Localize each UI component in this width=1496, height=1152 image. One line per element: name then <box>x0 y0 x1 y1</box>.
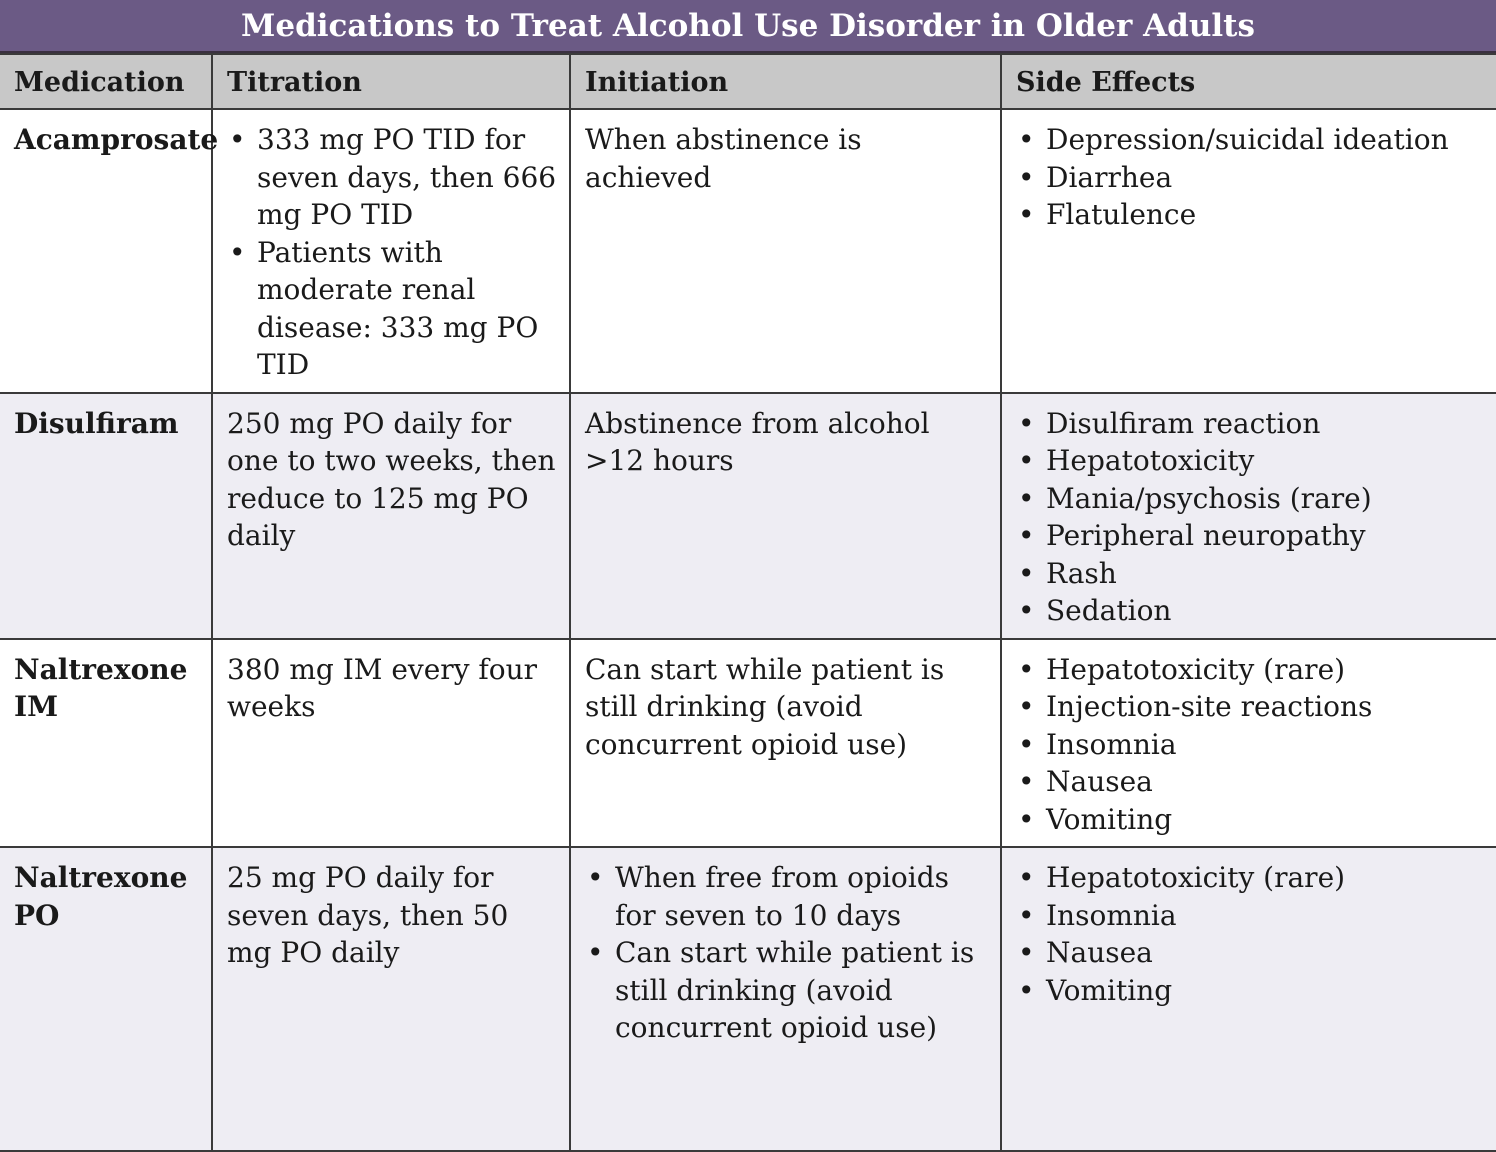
titration-cell <box>212 109 570 393</box>
side-effect-item: • Hepatotoxicity (rare) <box>1016 651 1484 689</box>
titration-item: • 333 mg PO TID for seven days, then 666 mg PO TID <box>227 121 557 234</box>
table-row <box>0 639 1496 848</box>
side-effect-item: • Nausea <box>1016 934 1484 972</box>
medication-cell: Acamprosate <box>0 109 212 393</box>
side-effect-item: • Insomnia <box>1016 897 1484 935</box>
titration-cell: 380 mg IM every four weeks <box>212 639 570 848</box>
side-effect-item: • Flatulence <box>1016 196 1484 234</box>
titration-cell: 250 mg PO daily for one to two weeks, then reduce to 125 mg PO daily <box>212 393 570 639</box>
medication-cell: Disulfiram <box>0 393 212 639</box>
side-effect-item: • Depression/suicidal ideation <box>1016 121 1484 159</box>
header-initiation: Initiation <box>570 54 1001 109</box>
side-effect-item: • Vomiting <box>1016 972 1484 1010</box>
side-effect-item: • Nausea <box>1016 763 1484 801</box>
table-row <box>0 847 1496 1151</box>
medication-cell: Naltrexone PO <box>0 847 212 1151</box>
side-effect-item: • Peripheral neuropathy <box>1016 517 1484 555</box>
initiation-cell: When abstinence is achieved <box>570 109 1001 393</box>
side-effect-item: • Disulfiram reaction <box>1016 405 1484 443</box>
side-effects-cell <box>1001 847 1496 1151</box>
initiation-cell <box>570 847 1001 1151</box>
side-effect-item: • Diarrhea <box>1016 159 1484 197</box>
table-row <box>0 109 1496 393</box>
side-effect-item: • Insomnia <box>1016 726 1484 764</box>
table-row <box>0 393 1496 639</box>
header-row <box>0 54 1496 109</box>
table-title: Medications to Treat Alcohol Use Disorder in Older Adults <box>0 0 1496 53</box>
medication-cell: Naltrexone IM <box>0 639 212 848</box>
header-side-effects: Side Effects <box>1001 54 1496 109</box>
side-effects-cell <box>1001 393 1496 639</box>
side-effect-item: • Hepatotoxicity <box>1016 442 1484 480</box>
initiation-item: • When free from opioids for seven to 10 days <box>585 859 988 934</box>
header-titration: Titration <box>212 54 570 109</box>
titration-cell: 25 mg PO daily for seven days, then 50 mg PO daily <box>212 847 570 1151</box>
header-medication: Medication <box>0 54 212 109</box>
initiation-cell: Abstinence from alcohol >12 hours <box>570 393 1001 639</box>
side-effect-item: • Injection-site reactions <box>1016 688 1484 726</box>
side-effect-item: • Vomiting <box>1016 801 1484 839</box>
initiation-cell: Can start while patient is still drinking (avoid concurrent opioid use) <box>570 639 1001 848</box>
titration-item: • Patients with moderate renal disease: 333 mg PO TID <box>227 234 557 384</box>
side-effect-item: • Hepatotoxicity (rare) <box>1016 859 1484 897</box>
side-effects-cell <box>1001 639 1496 848</box>
medications-table <box>0 53 1496 1152</box>
side-effect-item: • Sedation <box>1016 592 1484 630</box>
initiation-item: • Can start while patient is still drinking (avoid concurrent opioid use) <box>585 934 988 1047</box>
side-effects-cell <box>1001 109 1496 393</box>
side-effect-item: • Rash <box>1016 555 1484 593</box>
side-effect-item: • Mania/psychosis (rare) <box>1016 480 1484 518</box>
